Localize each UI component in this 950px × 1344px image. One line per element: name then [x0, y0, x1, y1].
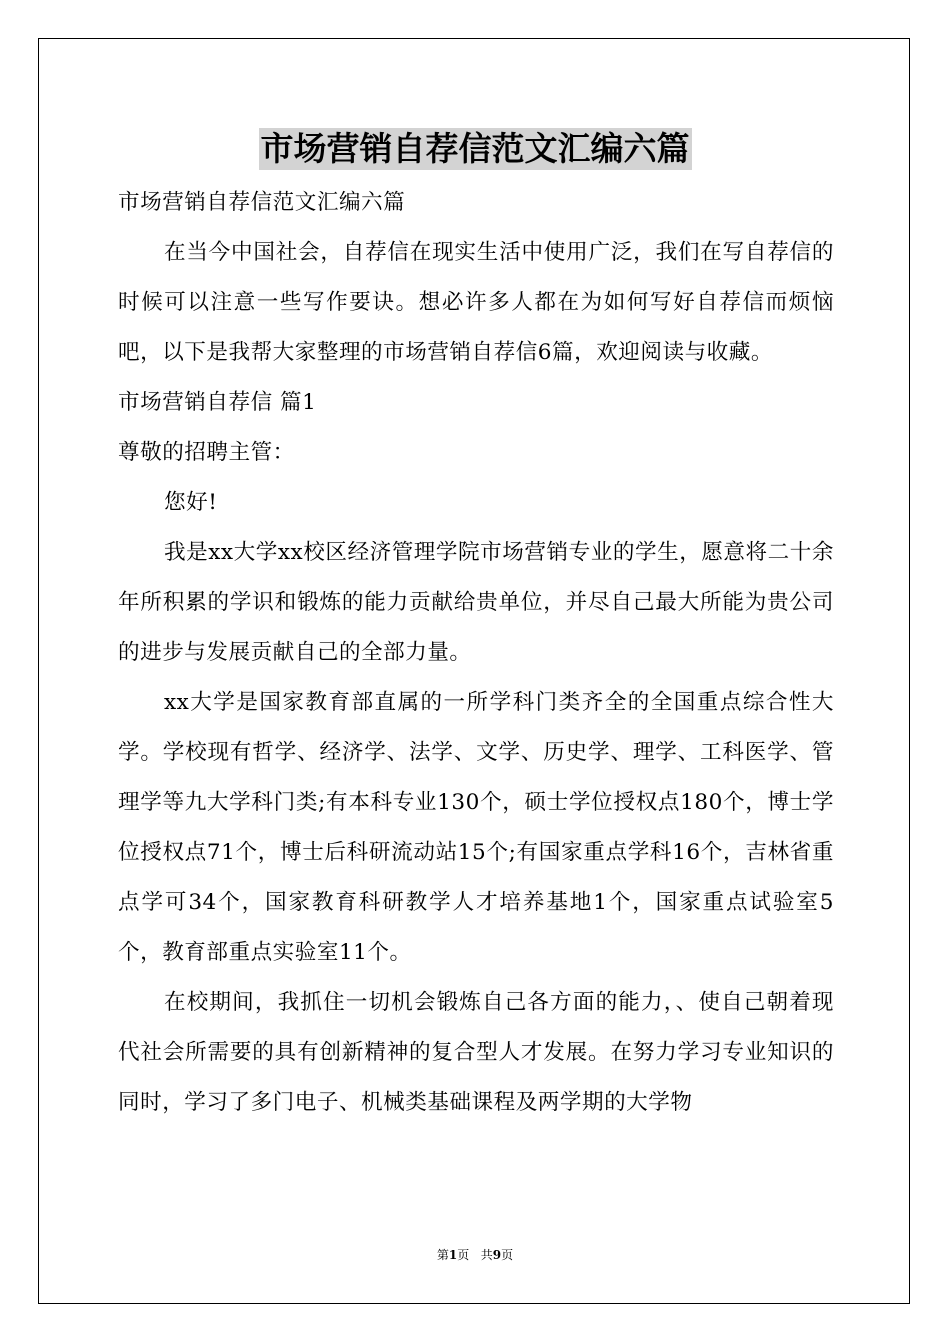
total-pages: 9 — [492, 1248, 502, 1262]
paragraph-subtitle: 市场营销自荐信范文汇编六篇 — [118, 190, 406, 215]
page-suffix: 页 — [457, 1248, 470, 1262]
page-prefix: 第 — [436, 1248, 449, 1262]
paragraph-self-intro: 我是xx大学xx校区经济管理学院市场营销专业的学生，愿意将二十余年所积累的学识和锻炼的能力贡献给贵单位，并尽自己最大所能为贵公司的进步与发展贡献自己的全部力量。 — [118, 540, 834, 665]
total-suffix: 页 — [501, 1248, 514, 1262]
paragraph-university: xx大学是国家教育部直属的一所学科门类齐全的全国重点综合性大学。学校现有哲学、经济学、法学、文学、历史学、理学、工科医学、管理学等九大学科门类;有本科专业130个，硕士学位授权点180个，博士学位授权点71个，博士后科研流动站15个;有国家重点学科16个，吉林省重点学可34个，国家教育科研教学人才培养基地1个，国家重点试验室5个，教育部重点实验室11个。 — [118, 690, 834, 965]
greeting: 您好! — [164, 490, 218, 515]
document-title-wrapper — [0, 128, 950, 170]
total-prefix: 共 — [480, 1248, 493, 1262]
salutation: 尊敬的招聘主管： — [118, 440, 295, 465]
page-footer — [0, 1247, 950, 1263]
document-title: 市场营销自荐信范文汇编六篇 — [260, 129, 690, 168]
paragraph-intro: 在当今中国社会，自荐信在现实生活中使用广泛，我们在写自荐信的时候可以注意一些写作要诀。想必许多人都在为如何写好自荐信而烦恼吧，以下是我帮大家整理的市场营销自荐信6篇，欢迎阅读与收藏。 — [118, 240, 834, 365]
paragraph-campus-life: 在校期间，我抓住一切机会锻炼自己各方面的能力，、使自己朝着现代社会所需要的具有创新精神的复合型人才发展。在努力学习专业知识的同时，学习了多门电子、机械类基础课程及两学期的大学物 — [118, 990, 834, 1115]
page-number: 1 — [448, 1248, 458, 1262]
document-body — [118, 178, 834, 1128]
section-heading: 市场营销自荐信 篇1 — [118, 390, 317, 415]
